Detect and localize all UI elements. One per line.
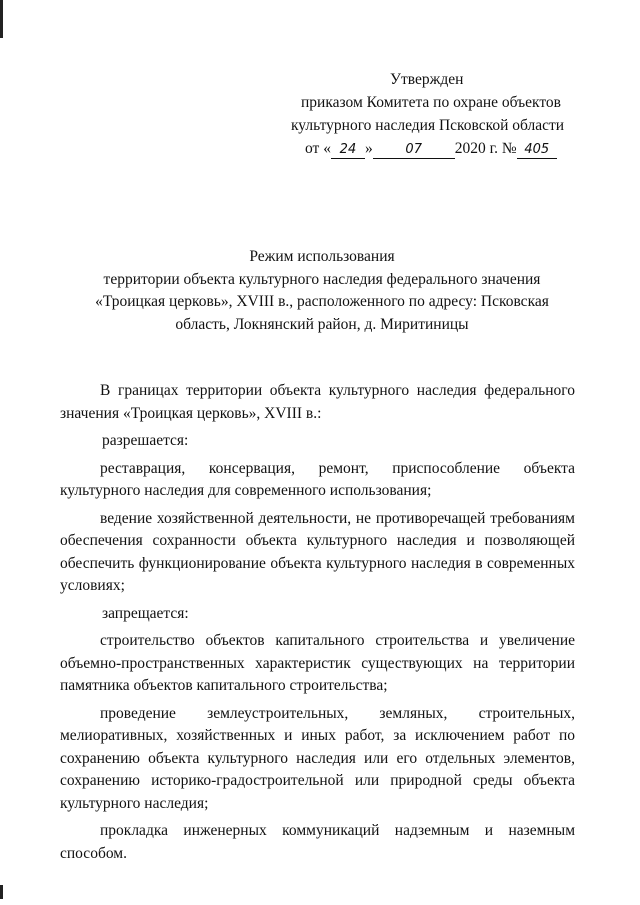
title-line-4: область, Локнянский район, д. Миритиницы [175,315,469,333]
handwritten-month: 07 [373,142,455,159]
approval-stamp [285,68,585,160]
approval-committee-line: культурного наследия Псковской области [291,117,565,134]
title-line-2: территории объекта культурного наследия федерального значения [103,270,541,288]
date-prefix: от « [305,140,331,157]
year-and-number-label: 2020 г. № [454,140,517,157]
handwritten-order-number: 405 [517,142,557,159]
allowed-label: разрешается: [102,432,189,449]
title-line-1: Режим использования [249,248,395,265]
scan-edge-mark-top [0,0,3,38]
document-title [72,246,572,336]
document-body [60,380,575,870]
approval-heading: Утвержден [390,71,464,88]
handwritten-day: 24 [331,142,365,159]
forbidden-item-1: строительство объектов капитального строительства и увеличение объемно-пространственных характеристик существующих на территории памятника объектов капитального строительства; [60,632,575,694]
intro-paragraph: В границах территории объекта культурного наследия федерального значения «Троицкая церковь», XVIII в.: [60,382,575,422]
approval-order-line: приказом Комитета по охране объектов [301,94,562,111]
allowed-item-1: реставрация, консервация, ремонт, приспособление объекта культурного наследия для современного использования; [60,459,575,499]
approval-date-line [285,137,585,160]
forbidden-label: запрещается: [102,604,189,622]
title-line-3: «Троицкая церковь», XVIII в., расположенного по адресу: Псковская [95,293,549,310]
allowed-item-2: ведение хозяйственной деятельности, не противоречащей требованиям обеспечения сохранности объекта культурного наследия и позволяющей обеспечить функционирование объекта культурного наследия в современных условиях; [60,509,575,594]
scan-edge-mark-bottom [0,885,3,899]
forbidden-item-3: прокладка инженерных коммуникаций надземным и наземным способом. [60,822,575,862]
forbidden-item-2: проведение землеустроительных, земляных, строительных, мелиоративных, хозяйственных и иных работ, за исключением работ по сохранению объекта культурного наследия или его отдельных элементов, сохранению историко-градостроительной или природной среды объекта культурного наследия; [60,704,575,812]
date-mid: » [364,140,373,157]
